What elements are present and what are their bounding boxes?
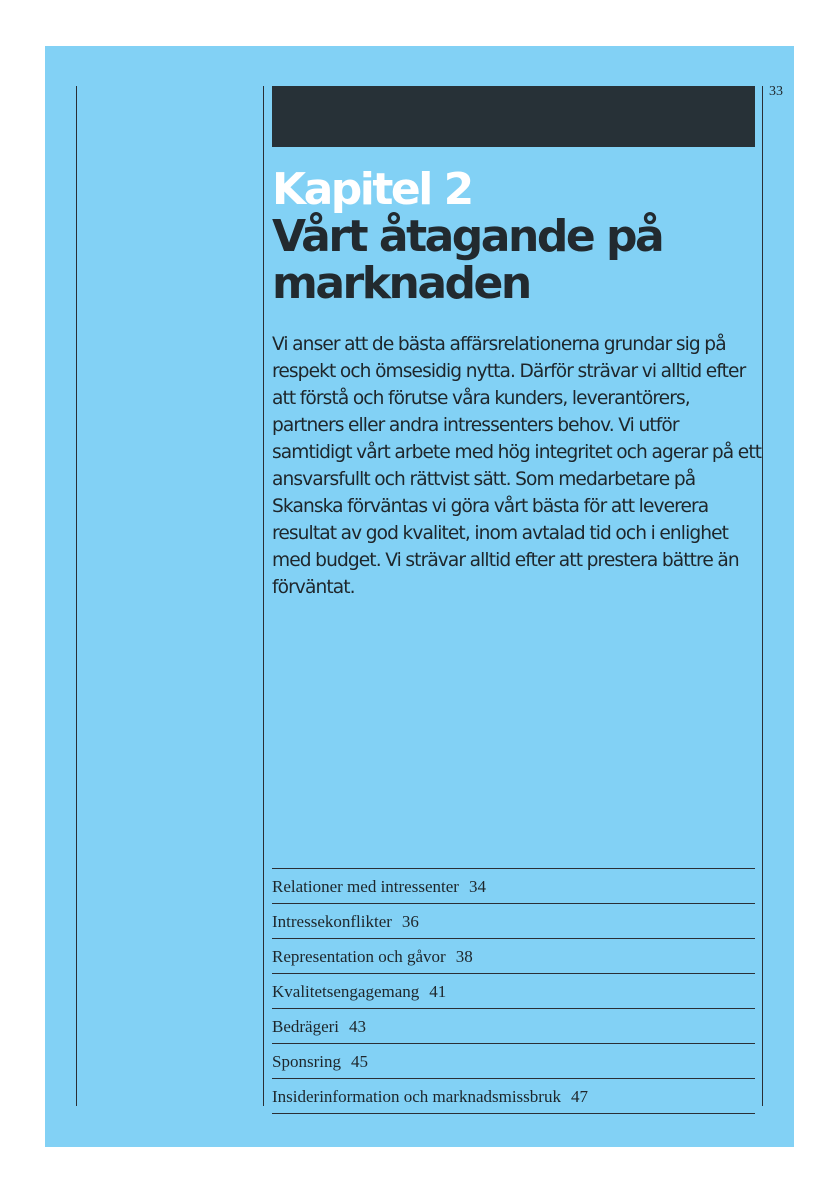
toc-item[interactable] [272,869,755,904]
toc-item-page: 45 [350,1051,368,1071]
left-margin-rule [76,86,77,1106]
toc-item-title: Intressekonflikter [272,911,392,931]
toc-item-title: Insiderinformation och marknadsmissbruk [272,1086,561,1106]
chapter-title [272,166,772,307]
intro-paragraph: Vi anser att de bästa affärsrelationerna grundar sig på respekt och ömsesidig nytta. Därför strävar vi alltid efter att förstå och förutse våra kunders, leverantörers, partners eller andra intressenters behov. Vi utför samtidigt vårt arbete med hög integritet och agerar på ett ansvarsfullt och rättvist sätt. Som medarbetare på Skanska förväntas vi göra vårt bästa för att leverera resultat av god kvalitet, inom avtalad tid och i enlighet med budget. Vi strävar alltid efter att prestera bättre än förväntat. [272,334,762,598]
toc-item-title: Kvalitetsengagemang [272,981,420,1001]
column-left-rule [263,86,264,1106]
page [45,46,794,1147]
toc-item-title: Sponsring [272,1051,341,1071]
toc-item-page: 36 [401,911,419,931]
page-number: 33 [769,84,783,99]
toc-item[interactable] [272,1044,755,1079]
toc-item-title: Relationer med intressenter [272,876,459,896]
header-bar [272,86,755,147]
toc-item-page: 41 [429,981,447,1001]
toc-item[interactable] [272,1009,755,1044]
chapter-label: Kapitel 2 [272,164,472,215]
toc-item-page: 47 [570,1086,588,1106]
table-of-contents [272,868,755,1114]
toc-item-page: 43 [349,1016,367,1036]
toc-item[interactable] [272,939,755,974]
toc-item[interactable] [272,904,755,939]
chapter-heading-line2: marknaden [272,258,530,309]
chapter-heading-line1: Vårt åtagande på [272,211,663,262]
toc-item-page: 38 [455,946,473,966]
toc-item-title: Bedrägeri [272,1016,340,1036]
toc-item-title: Representation och gåvor [272,946,446,966]
toc-item-page: 34 [468,876,486,896]
toc-item[interactable] [272,974,755,1009]
toc-item[interactable] [272,1079,755,1114]
